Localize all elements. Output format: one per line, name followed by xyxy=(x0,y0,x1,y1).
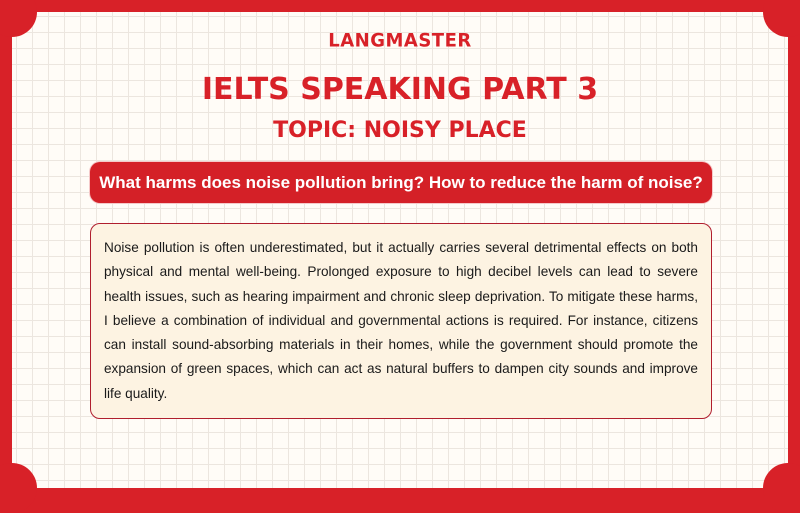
answer-box: Noise pollution is often underestimated, but it actually carries several detrimental effects on both physical and mental well-being. Prolonged exposure to high decibel levels can lead to severe health issues, such as hearing impairment and chronic sleep deprivation. To mitigate these harms, I believe a combination of individual and governmental actions is required. For instance, citizens can install sound-absorbing materials in their homes, while the government should promote the expansion of green spaces, which can act as natural buffers to dampen city sounds and improve life quality. xyxy=(90,223,712,419)
corner-decoration xyxy=(763,463,800,513)
topic-heading: TOPIC: NOISY PLACE xyxy=(273,118,527,143)
brand-logo: LANGMASTER xyxy=(328,29,472,52)
page-title: IELTS SPEAKING PART 3 xyxy=(201,72,599,107)
question-banner xyxy=(90,162,712,203)
corner-decoration xyxy=(0,463,37,513)
question-text: What harms does noise pollution bring? How to reduce the harm of noise? xyxy=(99,172,703,192)
